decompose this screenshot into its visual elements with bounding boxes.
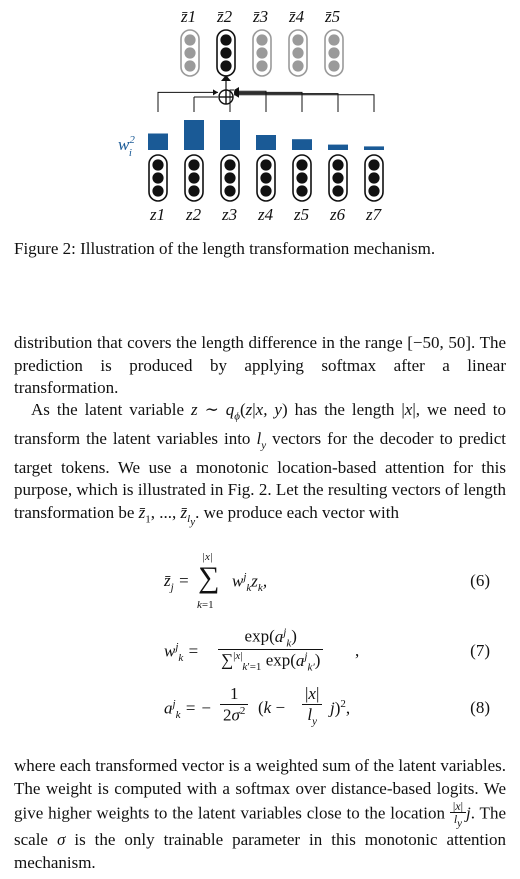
attention-weight-bar: [364, 146, 384, 150]
transformed-vector-label: z̄1: [181, 7, 197, 26]
latent-variable-label: z6: [330, 205, 346, 224]
transformed-vector-labels: [180, 7, 340, 26]
latent-variable-labels: [149, 205, 383, 224]
latent-variable-node: [221, 155, 239, 201]
latent-variable-node: [149, 155, 167, 201]
transformed-vector-node: [181, 30, 199, 76]
latent-variable-node: [185, 155, 203, 201]
latent-variable-label: z1: [150, 205, 166, 224]
transformed-vector-node: [289, 30, 307, 76]
transformed-vector-label: z̄2: [217, 7, 233, 26]
transformed-vector-label: z̄4: [289, 7, 305, 26]
latent-variable-node: [293, 155, 311, 201]
latent-variable-label: z3: [222, 205, 238, 224]
latent-variable-node: [329, 155, 347, 201]
attention-weight-bar: [328, 145, 348, 150]
attention-weight-bar: [220, 120, 240, 150]
latent-variable-label: z7: [366, 205, 382, 224]
attention-weight-bar: [148, 134, 168, 151]
transformed-vector-label: z̄5: [325, 7, 341, 26]
latent-variable-node: [365, 155, 383, 201]
latent-variable-label: z5: [294, 205, 310, 224]
attention-weight-bar: [256, 135, 276, 150]
equation-8: $a^j_k$ = − $\frac{1}{2\sigma^2}$ (k − $\frac{|x|}{l_y}$ j)$^2$, (8): [164, 684, 490, 728]
paragraph-1: distribution that covers the length difference in the range [−50, 50]. The prediction is produced by applying softmax after a linear transformation.: [14, 333, 506, 397]
latent-variable-label: z2: [186, 205, 202, 224]
attention-weight-bar: [184, 120, 204, 150]
transformed-vector-label: z̄3: [253, 7, 269, 26]
attention-arrows: [158, 75, 374, 112]
latent-variable-node: [257, 155, 275, 201]
weighted-sum-node: [219, 90, 233, 104]
attention-weight-bars: [148, 120, 384, 150]
paragraph-3: where each transformed vector is a weighted sum of the latent variables. The weight is computed with a softmax over distance-based logits. We give higher weights to the latent variables close to the location $\frac{|x|}{l_y}$ j. The scale σ is the only trainable parameter in this monotonic attention mechanism.: [14, 756, 506, 872]
latent-variable-nodes: [149, 155, 383, 201]
transformed-vector-node: [217, 30, 235, 76]
figure-caption: Figure 2: Illustration of the length transformation mechanism.: [14, 239, 436, 258]
length-transformation-figure: [0, 0, 520, 232]
weight-label: $w^2$ i: [118, 134, 135, 159]
latent-variable-label: z4: [258, 205, 274, 224]
paragraph-2: As the latent variable z ∼ $q_\phi(z|x$, y) has the length |x|, we need to transform the latent variables into $l_y$ vectors for the decoder to predict target tokens. We use a monotonic location-based attention for this purpose, which is illustrated in Fig. 2. Let the resulting vectors of length transformation be $z̄_1$, ..., $z̄_{l_y}$. we produce each vector with: [14, 400, 506, 529]
equation-6: $z̄_j$ = |x| ∑ k=1 $w^j_kz_k$, (6): [164, 551, 490, 611]
transformed-vector-nodes: [181, 30, 343, 76]
equation-7: $w^j_k$ = $\exp(a^j_k)$ ∑$^{|x|}_{k'=1}$ $\exp(a^j_{k'})$ , (7): [164, 626, 490, 674]
transformed-vector-node: [253, 30, 271, 76]
transformed-vector-node: [325, 30, 343, 76]
attention-weight-bar: [292, 139, 312, 150]
